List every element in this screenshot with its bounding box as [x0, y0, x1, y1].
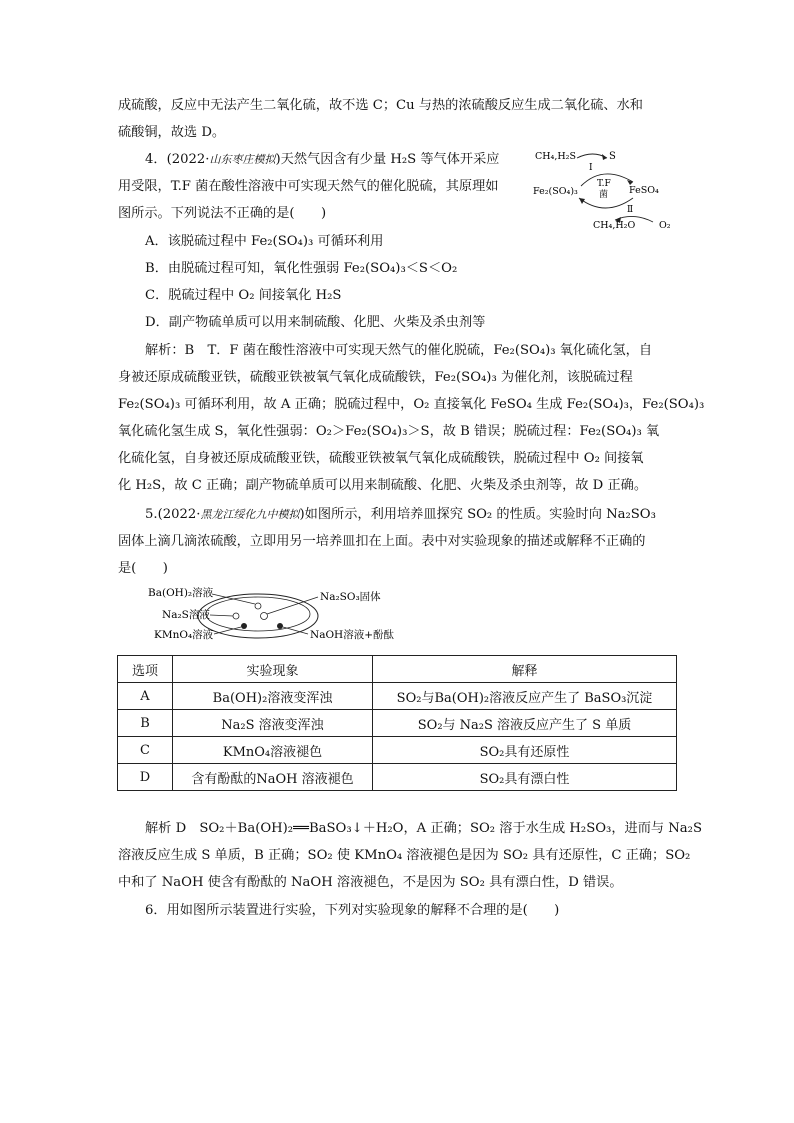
option-a: A．该脱硫过程中 Fe₂(SO₄)₃ 可循环利用 [145, 234, 384, 249]
label-baoh2: Ba(OH)₂溶液 [148, 587, 214, 599]
answer-4-line: 解析：B T．F 菌在酸性溶液中可实现天然气的催化脱硫，Fe₂(SO₄)₃ 氧化硫化氢，自 [145, 343, 653, 358]
cell: SO₂具有还原性 [373, 737, 677, 764]
source-stamp: 黑龙江绥化九中模拟 [200, 508, 300, 521]
arrow-head [602, 154, 607, 160]
label-s: S [609, 151, 616, 162]
label-roman-2: Ⅱ [627, 205, 634, 215]
question-4-line: 4．(2022·山东枣庄模拟)天然气因含有少量 H₂S 等气体开采应 [145, 152, 500, 167]
na2s-drop [233, 613, 239, 619]
experiment-table [117, 655, 677, 791]
cell: SO₂与 Na₂S 溶液反应产生了 S 单质 [373, 710, 677, 737]
label-o2: O₂ [659, 220, 671, 231]
label-ch4-h2o: CH₄,H₂O [593, 220, 636, 231]
question-4-line: 用受限，T.F 菌在酸性溶液中可实现天然气的催化脱硫，其原理如 [118, 179, 499, 194]
question-5-line: 5.(2022·黑龙江绥化九中模拟)如图所示，利用培养皿探究 SO₂ 的性质。实验时向 Na₂SO₃ [145, 507, 656, 522]
question-4-line: 图所示。下列说法不正确的是( ) [118, 206, 327, 221]
cell: Na₂S 溶液变浑浊 [173, 710, 373, 737]
label-feso4: FeSO₄ [629, 185, 659, 196]
option-c: C．脱硫过程中 O₂ 间接氧化 H₂S [145, 288, 342, 303]
source-stamp: 山东枣庄模拟 [209, 153, 276, 166]
header-explanation: 解释 [373, 656, 677, 683]
answer-4-line: Fe₂(SO₄)₃ 可循环利用，故 A 正确；脱硫过程中，O₂ 直接氧化 FeSO₄ 生成 Fe₂(SO₄)₃，Fe₂(SO₄)₃ [118, 397, 705, 412]
option-b: B．由脱硫过程可知，氧化性强弱 Fe₂(SO₄)₃＜S＜O₂ [145, 261, 458, 276]
answer-4-line: 身被还原成硫酸亚铁，硫酸亚铁被氧气氧化成硫酸铁，Fe₂(SO₄)₃ 为催化剂，该脱硫过程 [118, 370, 633, 385]
option-d: D．副产物硫单质可以用来制硫酸、化肥、火柴及杀虫剂等 [145, 315, 486, 330]
header-option: 选项 [118, 656, 173, 683]
cell: D [118, 764, 173, 791]
question-5-line: 固体上滴几滴浓硫酸，立即用另一培养皿扣在上面。表中对实验现象的描述或解释不正确的 [118, 534, 646, 549]
na2so3-solid [261, 613, 268, 620]
text-line: 硫酸铜，故选 D。 [118, 125, 226, 140]
leader-line [210, 615, 233, 616]
question-5-line: 是( ) [118, 561, 168, 576]
table-row [118, 764, 677, 791]
baoh2-drop [255, 603, 261, 609]
table-header-row [118, 656, 677, 683]
header-phenomenon: 实验现象 [173, 656, 373, 683]
answer-4-line: 氧化硫化氢生成 S，氧化性强弱：O₂＞Fe₂(SO₄)₃＞S，故 B 错误；脱硫过程：Fe₂(SO₄)₃ 氧 [118, 424, 660, 439]
petri-dish-diagram [140, 584, 420, 646]
label-fe2so43: Fe₂(SO₄)₃ [533, 186, 578, 197]
label-na2s: Na₂S溶液 [162, 609, 210, 621]
petri-dish-inner [206, 597, 310, 631]
question-6-line: 6．用如图所示装置进行实验，下列对实验现象的解释不合理的是( ) [145, 903, 560, 918]
answer-5-line: 中和了 NaOH 使含有酚酞的 NaOH 溶液褪色，不是因为 SO₂ 具有漂白性，D 错误。 [118, 875, 623, 890]
table-row [118, 710, 677, 737]
answer-4-line: 化硫化氢，自身被还原成硫酸亚铁，硫酸亚铁被氧气氧化成硫酸铁，脱硫过程中 O₂ 间接氧 [118, 451, 644, 466]
label-jun: 菌 [599, 190, 609, 200]
cell: SO₂与Ba(OH)₂溶液反应产生了 BaSO₃沉淀 [373, 683, 677, 710]
kmno4-drop [241, 623, 247, 629]
cell: SO₂具有漂白性 [373, 764, 677, 791]
cell: Ba(OH)₂溶液变浑浊 [173, 683, 373, 710]
answer-5-line: 溶液反应生成 S 单质，B 正确；SO₂ 使 KMnO₄ 溶液褪色是因为 SO₂ 具有还原性，C 正确；SO₂ [118, 848, 691, 863]
table-row [118, 683, 677, 710]
desulfurization-cycle-diagram [533, 146, 693, 232]
cell: 含有酚酞的NaOH 溶液褪色 [173, 764, 373, 791]
answer-4-line: 化 H₂S，故 C 正确；副产物硫单质可以用来制硫酸、化肥、火柴及杀虫剂等，故 D 正确。 [118, 478, 648, 493]
label-naoh: NaOH溶液+酚酞 [310, 629, 395, 641]
table-row [118, 737, 677, 764]
answer-5-line: 解析 D SO₂＋Ba(OH)₂══BaSO₃↓＋H₂O，A 正确；SO₂ 溶于水生成 H₂SO₃，进而与 Na₂S [145, 821, 702, 836]
cell: A [118, 683, 173, 710]
text-line: 成硫酸，反应中无法产生二氧化硫，故不选 C；Cu 与热的浓硫酸反应生成二氧化硫、水和 [118, 98, 643, 113]
label-ch4-h2s: CH₄,H₂S [535, 151, 576, 162]
label-na2so3: Na₂SO₃固体 [320, 591, 381, 603]
label-tf: T.F [597, 179, 611, 189]
naoh-drop [277, 623, 283, 629]
label-roman-1: Ⅰ [589, 163, 593, 173]
cell: KMnO₄溶液褪色 [173, 737, 373, 764]
cell: C [118, 737, 173, 764]
cell: B [118, 710, 173, 737]
label-kmno4: KMnO₄溶液 [154, 629, 214, 641]
